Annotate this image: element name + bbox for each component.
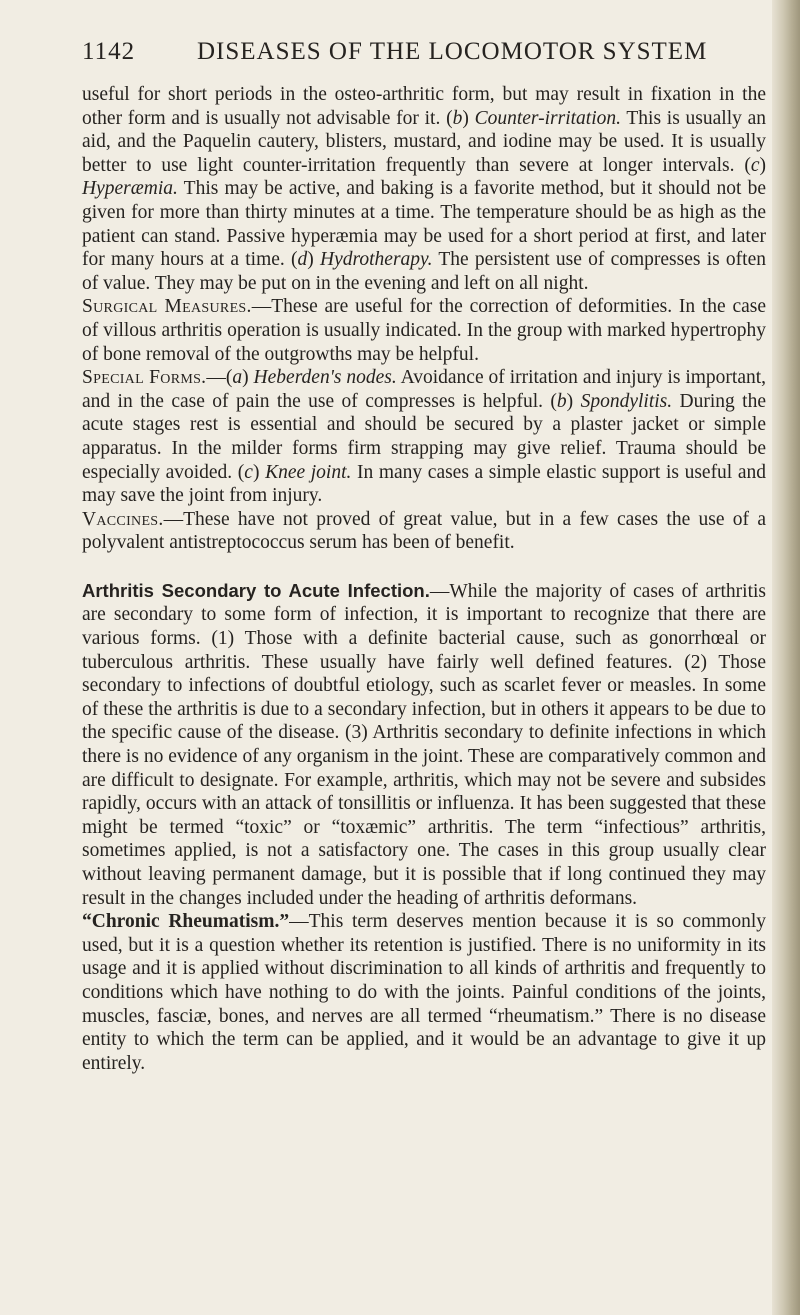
text-run: )	[242, 367, 254, 389]
paragraph-vaccines	[82, 508, 766, 555]
paragraph-chronic-rheumatism	[82, 910, 766, 1075]
paragraph-surgical-measures	[82, 295, 766, 366]
subheading-counter-irritation: Counter-irritation.	[474, 107, 621, 129]
text-run: Avoidance of irritation and injury is important, and in the case of pain the use of compresses is helpful. (	[82, 367, 767, 412]
text-run: —These are useful for the correction of deformities. In the case of villous arthritis operation is usually indicated. In the group with marked hypertrophy of bone removal of the outgrowths may be helpful.	[82, 296, 766, 365]
text-run: During the acute stages rest is essential and should be secured by a plaster jacket or simple apparatus. In the milder forms firm strapping may give relief. Trauma should be especially avoided. (	[82, 390, 766, 483]
body-text	[82, 83, 766, 1075]
enum-letter: c	[750, 154, 760, 176]
subheading-hydrotherapy: Hydrotherapy.	[320, 249, 433, 271]
page-number: 1142	[82, 38, 136, 65]
text-run: )	[252, 461, 266, 483]
text-run: —These have not proved of great value, but in a few cases the use of a polyvalent antistreptococcus serum has been of benefit.	[82, 508, 766, 554]
text-run: This may be active, and baking is a favorite method, but it should not be given for more than thirty minutes at a time. The temperature should be as high as the patient can stand. Passive hyperæmia may be used for a short period at first, and later for many hours at a time. (	[82, 178, 766, 271]
text-run: useful for short periods in the osteo-arthritic form, but may result in fixation in the other form and is usually not advisable for it. (	[82, 84, 766, 129]
text-run: —(	[206, 367, 233, 389]
text-run: The persistent use of compresses is often of value. They may be put on in the evening and left on all night.	[82, 249, 766, 294]
page-header	[82, 38, 720, 68]
paragraph-treatment-continued	[82, 83, 766, 295]
enum-letter: a	[232, 367, 243, 389]
text-run: )	[759, 154, 766, 176]
text-run: —This term deserves mention because it is so commonly used, but it is a question whether its retention is justified. There is no uniformity in its usage and it is applied without discrimination to all kinds of arthritis and frequently to conditions which have nothing to do with the joints. Painful conditions of the joints, muscles, fasciæ, bones, and nerves are all termed “rheumatism.” There is no disease entity to which the term can be applied, and it would be an advantage to give it up entirely.	[82, 911, 766, 1074]
text-run: In many cases a simple elastic support is useful and may save the joint from injury.	[82, 461, 766, 507]
enum-letter: b	[556, 390, 567, 412]
enum-letter: b	[452, 107, 463, 129]
running-head: DISEASES OF THE LOCOMOTOR SYSTEM	[197, 38, 708, 65]
text-run: —While the majority of cases of arthritis are secondary to some form of infection, it is important to recognize that there are various forms. (1) Those with a definite bacterial cause, such as gonorrhœal or tuberculous arthritis. These usually have fairly well defined features. (2) Those secondary to infections of doubtful etiology, such as scarlet fever or measles. In some of these the arthritis is due to a secondary infection, but in others it appears to be due to the specific cause of the disease. (3) Arthritis secondary to definite infections in which there is no evidence of any organism in the joint. These are comparatively common and are difficult to designate. For example, arthritis, which may not be severe and subsides rapidly, occurs with an attack of tonsillitis or influenza. It has been suggested that these might be termed “toxic” or “toxæmic” arthritis. The term “infectious” arthritis, sometimes applied, is not a satisfactory one. The cases in this group usually clear without leaving permanent damage, but it is possible that if long continued they may result in the changes included under the heading of arthritis deformans.	[82, 580, 766, 909]
paragraph-arthritis-secondary	[82, 579, 766, 910]
paragraph-special-forms	[82, 366, 766, 508]
subheading-knee-joint: Knee joint.	[265, 461, 352, 483]
section-heading-vaccines: Vaccines.	[82, 508, 164, 530]
section-heading-special-forms: Special Forms.	[82, 367, 207, 389]
section-heading-surgical-measures: Surgical Measures.	[82, 296, 252, 318]
enum-letter: c	[244, 461, 253, 483]
subheading-heberdens-nodes: Heberden's nodes.	[253, 367, 397, 389]
text-run: )	[566, 390, 581, 412]
subheading-hyperaemia: Hyperæmia.	[82, 178, 178, 200]
text-run: )	[462, 107, 475, 129]
section-heading-arthritis-secondary: Arthritis Secondary to Acute Infection.	[82, 579, 430, 601]
page-edge-shadow	[772, 0, 800, 1315]
text-run: )	[307, 249, 321, 271]
section-heading-chronic-rheumatism: “Chronic Rheumatism.”	[82, 911, 290, 933]
subheading-spondylitis: Spondylitis.	[580, 390, 673, 412]
text-run: This is usually an aid, and the Paquelin cautery, blisters, mustard, and iodine may be used. It is usually better to use light counter-irritation frequently than severe at longer intervals. (	[82, 107, 766, 176]
enum-letter: d	[297, 249, 308, 271]
